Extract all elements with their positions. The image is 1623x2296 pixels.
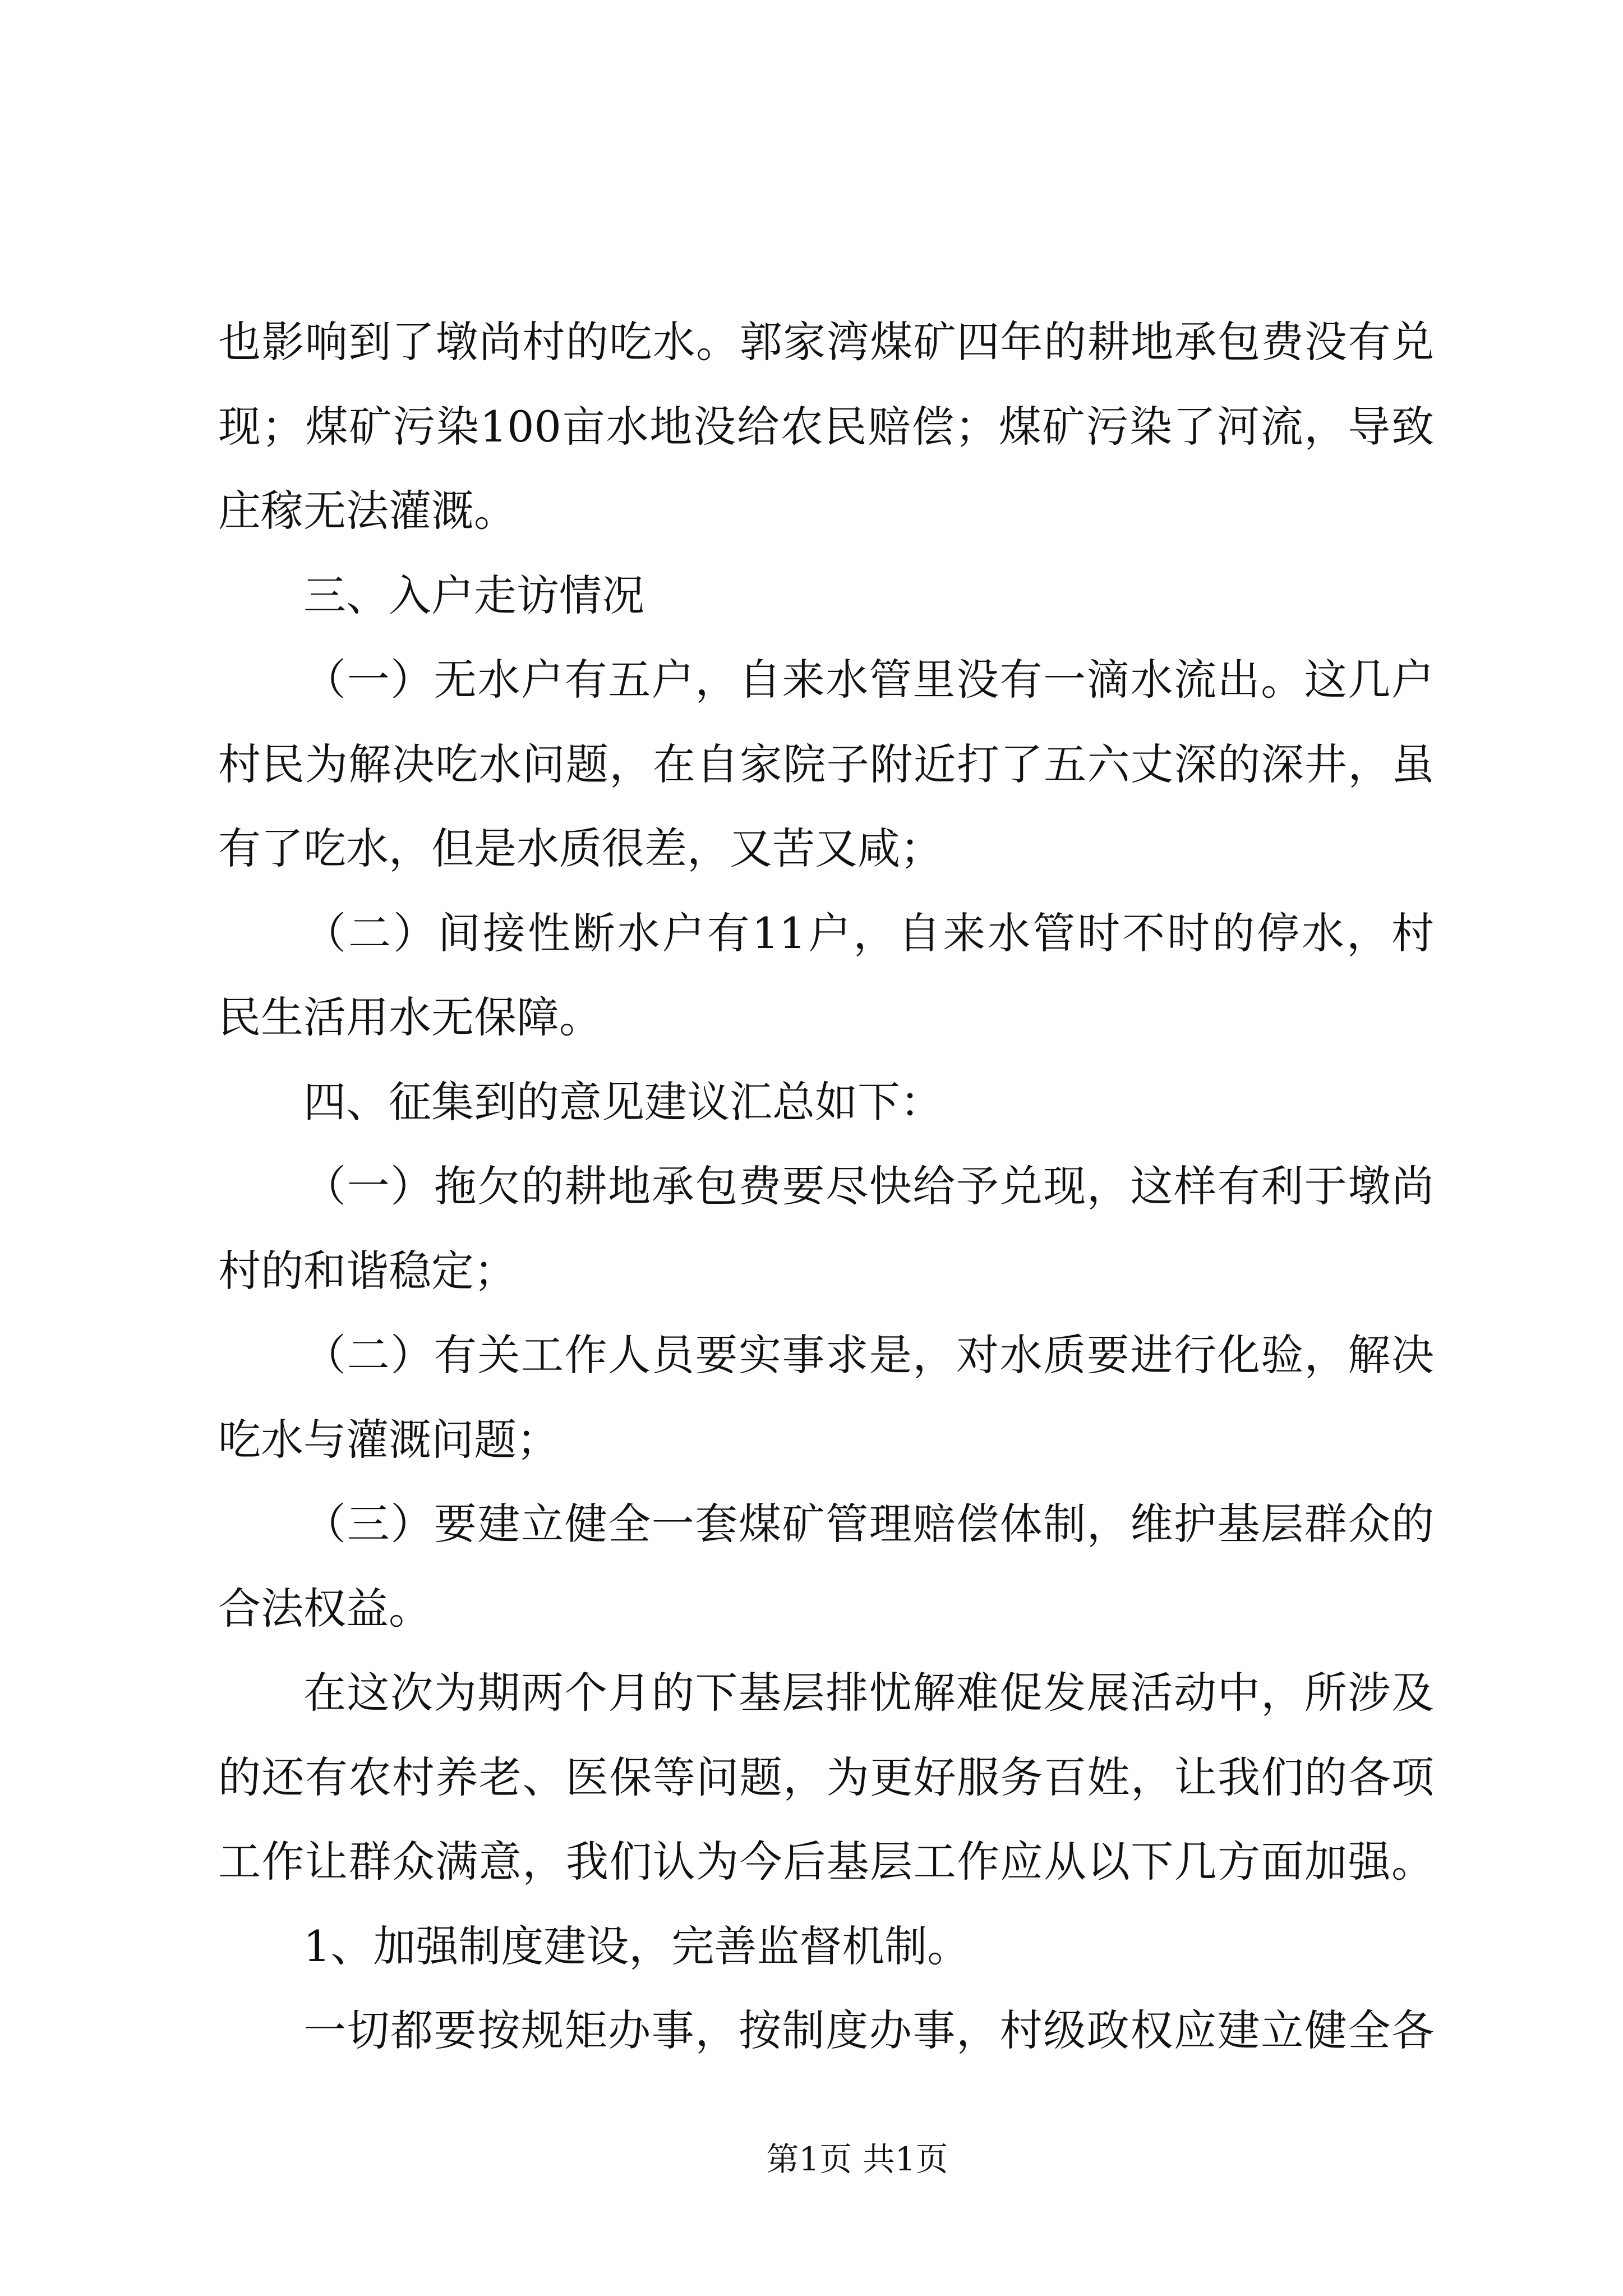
section-heading (218, 1060, 1434, 1145)
paragraph (218, 1651, 1434, 1904)
paragraph-line: （二）间接性断水户有11户，自来水管时不时的停水，村 (303, 908, 1434, 958)
paragraph (218, 1313, 1434, 1482)
section-heading-text: 三、入户走访情况 (303, 570, 644, 620)
paragraph-line: 村的和谐稳定； (218, 1245, 517, 1296)
paragraph-line: 民生活用水无保障。 (218, 992, 602, 1042)
paragraph-line: 村民为解决吃水问题，在自家院子附近打了五六丈深的深井，虽 (218, 739, 1434, 789)
paragraph-line: 也影响到了墩尚村的吃水。郭家湾煤矿四年的耕地承包费没有兑 (218, 317, 1434, 367)
paragraph-line: （三）要建立健全一套煤矿管理赔偿体制，维护基层群众的 (303, 1499, 1434, 1549)
paragraph (218, 891, 1434, 1060)
paragraph-line: （一）拖欠的耕地承包费要尽快给予兑现，这样有利于墩尚 (303, 1161, 1434, 1211)
section-heading (218, 554, 1434, 638)
page-number-footer: 第1页 共1页 (766, 2140, 948, 2178)
paragraph-line: 合法权益。 (218, 1583, 431, 1634)
paragraph (218, 300, 1434, 554)
paragraph (218, 638, 1434, 891)
section-heading-text: 四、征集到的意见建议汇总如下： (303, 1076, 943, 1127)
paragraph-line: 工作让群众满意，我们认为今后基层工作应从以下几方面加强。 (218, 1837, 1434, 1887)
document-body (218, 300, 1434, 2073)
paragraph (218, 1989, 1434, 2073)
paragraph-line: 的还有农村养老、医保等问题，为更好服务百姓，让我们的各项 (218, 1752, 1434, 1802)
paragraph (218, 1482, 1434, 1651)
paragraph-line: 吃水与灌溉问题； (218, 1414, 559, 1465)
paragraph (218, 1144, 1434, 1313)
section-heading-text: 1、加强制度建设，完善监督机制。 (303, 1921, 970, 1971)
paragraph-line: 庄稼无法灌溉。 (218, 486, 517, 536)
paragraph-line: （二）有关工作人员要实事求是，对水质要进行化验，解决 (303, 1330, 1434, 1380)
paragraph-line: 有了吃水，但是水质很差，又苦又咸； (218, 823, 943, 873)
paragraph-line: 一切都要按规矩办事，按制度办事，村级政权应建立健全各 (303, 2005, 1434, 2055)
paragraph-line: 在这次为期两个月的下基层排忧解难促发展活动中，所涉及 (303, 1668, 1434, 1718)
section-heading (218, 1904, 1434, 1989)
paragraph-line: 现；煤矿污染100亩水地没给农民赔偿；煤矿污染了河流，导致 (218, 401, 1434, 452)
paragraph-line: （一）无水户有五户，自来水管里没有一滴水流出。这几户 (303, 655, 1434, 705)
